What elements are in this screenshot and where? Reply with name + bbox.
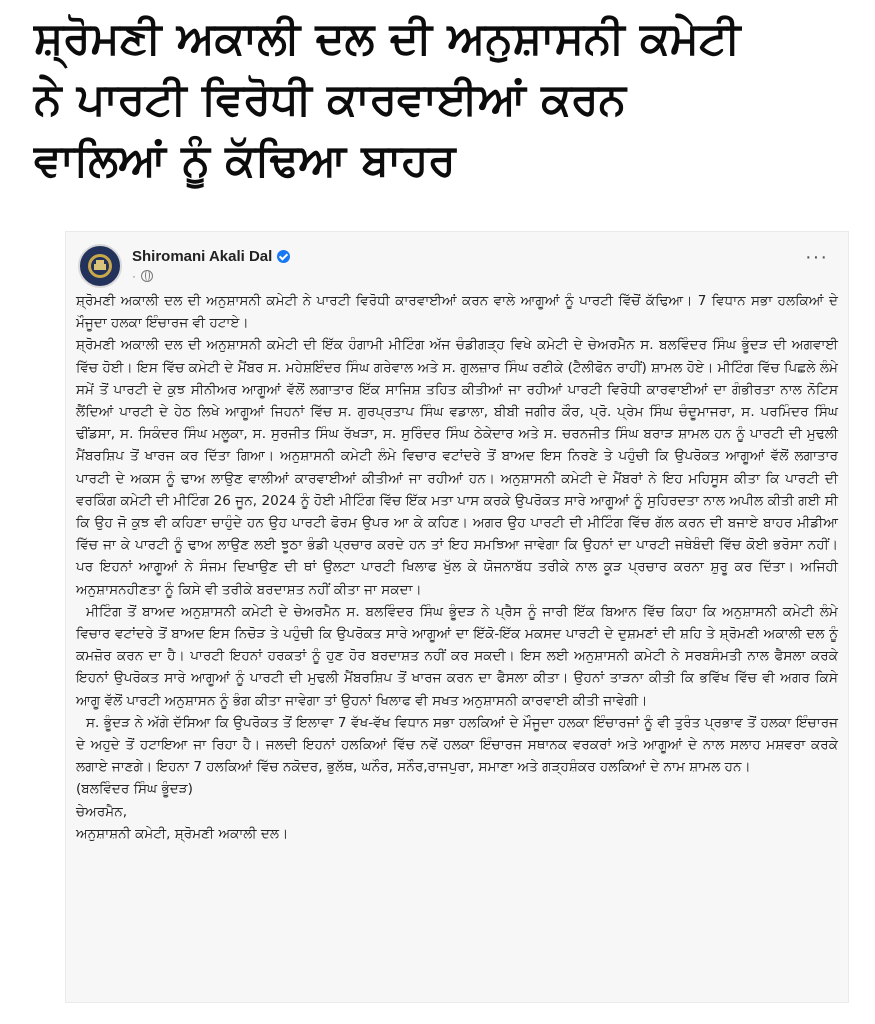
- post-header: [78, 244, 836, 294]
- post-signoff: [76, 778, 838, 845]
- post-body: [76, 290, 838, 845]
- post-paragraph-4: ਸ. ਭੂੰਦੜ ਨੇ ਅੱਗੇ ਦੱਸਿਆ ਕਿ ਉਪਰੋਕਤ ਤੋਂ ਇਲਾਵਾ 7 ਵੱਖ-ਵੱਖ ਵਿਧਾਨ ਸਭਾ ਹਲਕਿਆਂ ਦੇ ਮੌਜੂਦਾ ਹਲਕਾ ਇੰਚਾਰਜਾਂ ਨੂੰ ਵੀ ਤੁਰੰਤ ਪ੍ਰਭਾਵ ਤੋਂ ਹਲਕਾ ਇੰਚਾਰਜ ਦੇ ਅਹੁਦੇ ਤੋਂ ਹਟਾਇਆ ਜਾ ਰਿਹਾ ਹੈ। ਜਲਦੀ ਇਹਨਾਂ ਹਲਕਿਆਂ ਵਿੱਚ ਨਵੇਂ ਹਲਕਾ ਇੰਚਾਰਜ ਸਥਾਨਕ ਵਰਕਰਾਂ ਅਤੇ ਆਗੂਆਂ ਦੇ ਨਾਲ ਸਲਾਹ ਮਸ਼ਵਰਾ ਕਰਕੇ ਲਗਾਏ ਜਾਣਗੇ। ਇਹਨਾ 7 ਹਲਕਿਆਂ ਵਿੱਚ ਨਕੋਦਰ, ਭੁਲੱਥ, ਘਨੌਰ, ਸਨੌਰ,ਰਾਜਪੁਰਾ, ਸਮਾਣਾ ਅਤੇ ਗੜ੍ਹਸ਼ੰਕਰ ਹਲਕਿਆਂ ਦੇ ਨਾਮ ਸ਼ਾਮਲ ਹਨ।: [76, 714, 838, 776]
- post-time[interactable]: ·: [132, 269, 136, 283]
- headline-line-3: ਵਾਲਿਆਂ ਨੂੰ ਕੱਢਿਆ ਬਾਹਰ: [34, 135, 456, 186]
- more-options-icon[interactable]: ···: [805, 246, 828, 268]
- party-logo-icon[interactable]: [78, 244, 122, 288]
- page-name-text[interactable]: Shiromani Akali Dal: [132, 248, 273, 265]
- post-paragraph-3: ਮੀਟਿੰਗ ਤੋਂ ਬਾਅਦ ਅਨੁਸ਼ਾਸਨੀ ਕਮੇਟੀ ਦੇ ਚੇਅਰਮੈਨ ਸ. ਬਲਵਿੰਦਰ ਸਿੰਘ ਭੂੰਦੜ ਨੇ ਪ੍ਰੈਸ ਨੂੰ ਜਾਰੀ ਇੱਕ ਬਿਆਨ ਵਿੱਚ ਕਿਹਾ ਕਿ ਅਨੁਸ਼ਾਸਨੀ ਕਮੇਟੀ ਲੰਮੇ ਵਿਚਾਰ ਵਟਾਂਦਰੇ ਤੋਂ ਬਾਅਦ ਇਸ ਨਿਚੋੜ ਤੇ ਪਹੁੰਚੀ ਕਿ ਉਪਰੋਕਤ ਸਾਰੇ ਆਗੂਆਂ ਦਾ ਇੱਕੋ-ਇੱਕ ਮਕਸਦ ਪਾਰਟੀ ਦੇ ਦੁਸ਼ਮਣਾਂ ਦੀ ਸ਼ਹਿ ਤੇ ਸ਼੍ਰੋਮਣੀ ਅਕਾਲੀ ਦਲ ਨੂੰ ਕਮਜ਼ੋਰ ਕਰਨ ਦਾ ਹੈ। ਪਾਰਟੀ ਇਹਨਾਂ ਹਰਕਤਾਂ ਨੂੰ ਹੁਣ ਹੋਰ ਬਰਦਾਸ਼ਤ ਨਹੀਂ ਕਰ ਸਕਦੀ। ਇਸ ਲਈ ਅਨੁਸ਼ਾਸਨੀ ਕਮੇਟੀ ਨੇ ਸਰਬਸੰਮਤੀ ਨਾਲ ਫੈਸਲਾ ਕਰਕੇ ਇਹਨਾਂ ਉਪਰੋਕਤ ਸਾਰੇ ਆਗੂਆਂ ਨੂੰ ਪਾਰਟੀ ਦੀ ਮੁਢਲੀ ਮੈਂਬਰਸ਼ਿਪ ਤੋਂ ਖਾਰਜ ਕਰਨ ਦਾ ਫੈਸਲਾ ਕੀਤਾ। ਉਹਨਾਂ ਤਾੜਨਾ ਕੀਤੀ ਕਿ ਭਵਿੱਖ ਵਿੱਚ ਵੀ ਅਗਰ ਕਿਸੇ ਆਗੂ ਵੱਲੋਂ ਪਾਰਟੀ ਅਨੁਸ਼ਾਸਨ ਨੂੰ ਭੰਗ ਕੀਤਾ ਜਾਵੇਗਾ ਤਾਂ ਉਹਨਾਂ ਖਿਲਾਫ ਵੀ ਸਖਤ ਅਨੁਸ਼ਾਸਨੀ ਕਾਰਵਾਈ ਕੀਤੀ ਜਾਵੇਗੀ।: [76, 603, 838, 709]
- post-paragraph-1: ਸ਼੍ਰੋਮਣੀ ਅਕਾਲੀ ਦਲ ਦੀ ਅਨੁਸ਼ਾਸਨੀ ਕਮੇਟੀ ਨੇ ਪਾਰਟੀ ਵਿਰੋਧੀ ਕਾਰਵਾਈਆਂ ਕਰਨ ਵਾਲੇ ਆਗੂਆਂ ਨੂੰ ਪਾਰਟੀ ਵਿੱਚੋਂ ਕੱਢਿਆ। 7 ਵਿਧਾਨ ਸਭਾ ਹਲਕਿਆਂ ਦੇ ਮੌਜੂਦਾ ਹਲਕਾ ਇੰਚਾਰਜ ਵੀ ਹਟਾਏ।: [76, 293, 838, 332]
- designation: ਚੇਅਰਮੈਨ,: [76, 803, 128, 820]
- facebook-post-card: [66, 232, 848, 1002]
- signature: (ਬਲਵਿੰਦਰ ਸਿੰਘ ਭੂੰਦੜ): [76, 781, 193, 798]
- headline-line-2: ਨੇ ਪਾਰਟੀ ਵਿਰੋਧੀ ਕਾਰਵਾਈਆਂ ਕਰਨ: [34, 74, 627, 125]
- post-meta: [132, 269, 153, 283]
- page-name[interactable]: [132, 248, 290, 265]
- verified-badge-icon: [277, 250, 290, 263]
- headline: [34, 8, 854, 191]
- post-paragraph-2: ਸ਼੍ਰੋਮਣੀ ਅਕਾਲੀ ਦਲ ਦੀ ਅਨੁਸ਼ਾਸਨੀ ਕਮੇਟੀ ਦੀ ਇੱਕ ਹੰਗਾਮੀ ਮੀਟਿੰਗ ਅੱਜ ਚੰਡੀਗੜ੍ਹ ਵਿਖੇ ਕਮੇਟੀ ਦੇ ਚੇਅਰਮੈਨ ਸ. ਬਲਵਿੰਦਰ ਸਿੰਘ ਭੂੰਦੜ ਦੀ ਅਗਵਾਈ ਵਿੱਚ ਹੋਈ। ਇਸ ਵਿੱਚ ਕਮੇਟੀ ਦੇ ਮੈਂਬਰ ਸ. ਮਹੇਸ਼ਇੰਦਰ ਸਿੰਘ ਗਰੇਵਾਲ ਅਤੇ ਸ. ਗੁਲਜ਼ਾਰ ਸਿੰਘ ਰਣੀਕੇ (ਟੈਲੀਫੋਨ ਰਾਹੀਂ) ਸ਼ਾਮਲ ਹੋਏ। ਮੀਟਿੰਗ ਵਿੱਚ ਪਿਛਲੇ ਲੰਮੇ ਸਮੇਂ ਤੋਂ ਪਾਰਟੀ ਦੇ ਕੁਝ ਸੀਨੀਅਰ ਆਗੂਆਂ ਵੱਲੋਂ ਲਗਾਤਾਰ ਇੱਕ ਸਾਜਿਸ਼ ਤਹਿਤ ਕੀਤੀਆਂ ਜਾ ਰਹੀਆਂ ਪਾਰਟੀ ਵਿਰੋਧੀ ਕਾਰਵਾਈਆਂ ਦਾ ਗੰਭੀਰਤਾ ਨਾਲ ਨੋਟਿਸ ਲੈਂਦਿਆਂ ਪਾਰਟੀ ਦੇ ਹੇਠ ਲਿਖੇ ਆਗੂਆਂ ਜਿਹਨਾਂ ਵਿੱਚ ਸ. ਗੁਰਪ੍ਰਤਾਪ ਸਿੰਘ ਵਡਾਲਾ, ਬੀਬੀ ਜਗੀਰ ਕੌਰ, ਪ੍ਰੋ. ਪ੍ਰੇਮ ਸਿੰਘ ਚੰਦੂਮਾਜਰਾ, ਸ. ਪਰਮਿੰਦਰ ਸਿੰਘ ਢੀਂਡਸਾ, ਸ. ਸਿਕੰਦਰ ਸਿੰਘ ਮਲੂਕਾ, ਸ. ਸੁਰਜੀਤ ਸਿੰਘ ਰੱਖੜਾ, ਸ. ਸੁਰਿੰਦਰ ਸਿੰਘ ਠੇਕੇਦਾਰ ਅਤੇ ਸ. ਚਰਨਜੀਤ ਸਿੰਘ ਬਰਾੜ ਸ਼ਾਮਲ ਹਨ ਨੂੰ ਪਾਰਟੀ ਦੀ ਮੁਢਲੀ ਮੈਂਬਰਸ਼ਿਪ ਤੋਂ ਖਾਰਜ ਕਰ ਦਿੱਤਾ ਗਿਆ। ਅਨੁਸ਼ਾਸਨੀ ਕਮੇਟੀ ਲੰਮੇ ਵਿਚਾਰ ਵਟਾਂਦਰੇ ਤੋਂ ਬਾਅਦ ਇਸ ਨਿਰਣੇ ਤੇ ਪਹੁੰਚੀ ਕਿ ਉਪਰੋਕਤ ਆਗੂਆਂ ਵੱਲੋਂ ਲਗਾਤਾਰ ਪਾਰਟੀ ਦੇ ਅਕਸ ਨੂੰ ਢਾਅ ਲਾਉਣ ਵਾਲੀਆਂ ਕਾਰਵਾਈਆਂ ਕੀਤੀਆਂ ਜਾ ਰਹੀਆਂ ਹਨ। ਅਨੁਸ਼ਾਸਨੀ ਕਮੇਟੀ ਦੇ ਮੈਂਬਰਾਂ ਨੇ ਇਹ ਮਹਿਸੂਸ ਕੀਤਾ ਕਿ ਪਾਰਟੀ ਦੀ ਵਰਕਿੰਗ ਕਮੇਟੀ ਦੀ ਮੀਟਿੰਗ 26 ਜੂਨ, 2024 ਨੂੰ ਹੋਈ ਮੀਟਿੰਗ ਵਿੱਚ ਇੱਕ ਮਤਾ ਪਾਸ ਕਰਕੇ ਉਪਰੋਕਤ ਸਾਰੇ ਆਗੂਆਂ ਨੂੰ ਸੁਹਿਰਦਤਾ ਨਾਲ ਅਪੀਲ ਕੀਤੀ ਗਈ ਸੀ ਕਿ ਉਹ ਜੋ ਕੁਝ ਵੀ ਕਹਿਣਾ ਚਾਹੁੰਦੇ ਹਨ ਉਹ ਪਾਰਟੀ ਫੋਰਮ ਉਪਰ ਆ ਕੇ ਕਹਿਣ। ਅਗਰ ਉਹ ਪਾਰਟੀ ਦੀ ਮੀਟਿੰਗ ਵਿੱਚ ਗੱਲ ਕਰਨ ਦੀ ਬਜਾਏ ਬਾਹਰ ਮੀਡੀਆ ਵਿੱਚ ਜਾ ਕੇ ਪਾਰਟੀ ਨੂੰ ਢਾਅ ਲਾਉਣ ਲਈ ਝੂਠਾ ਭੰਡੀ ਪ੍ਰਚਾਰ ਕਰਦੇ ਹਨ ਤਾਂ ਇਹ ਸਮਝਿਆ ਜਾਵੇਗਾ ਕਿ ਉਹਨਾਂ ਦਾ ਪਾਰਟੀ ਜਥੇਬੰਦੀ ਵਿੱਚ ਕੋਈ ਭਰੋਸਾ ਨਹੀਂ। ਪਰ ਇਹਨਾਂ ਆਗੂਆਂ ਨੇ ਸੰਜਮ ਦਿਖਾਉਣ ਦੀ ਥਾਂ ਉਲਟਾ ਪਾਰਟੀ ਖਿਲਾਫ ਖੁੱਲ ਕੇ ਯੋਜਨਾਬੱਧ ਤਰੀਕੇ ਨਾਲ ਕੂੜ ਪ੍ਰਚਾਰ ਕਰਨਾ ਸ਼ੁਰੂ ਕਰ ਦਿੱਤਾ। ਅਜਿਹੀ ਅਨੁਸ਼ਾਸਨਹੀਣਤਾ ਨੂੰ ਕਿਸੇ ਵੀ ਤਰੀਕੇ ਬਰਦਾਸ਼ਤ ਨਹੀਂ ਕੀਤਾ ਜਾ ਸਕਦਾ।: [76, 337, 838, 598]
- globe-icon: [141, 270, 153, 282]
- headline-line-1: ਸ਼੍ਰੋਮਣੀ ਅਕਾਲੀ ਦਲ ਦੀ ਅਨੁਸ਼ਾਸਨੀ ਕਮੇਟੀ: [34, 13, 741, 64]
- organization: ਅਨੁਸ਼ਾਸ਼ਨੀ ਕਮੇਟੀ, ਸ਼੍ਰੋਮਣੀ ਅਕਾਲੀ ਦਲ।: [76, 825, 289, 842]
